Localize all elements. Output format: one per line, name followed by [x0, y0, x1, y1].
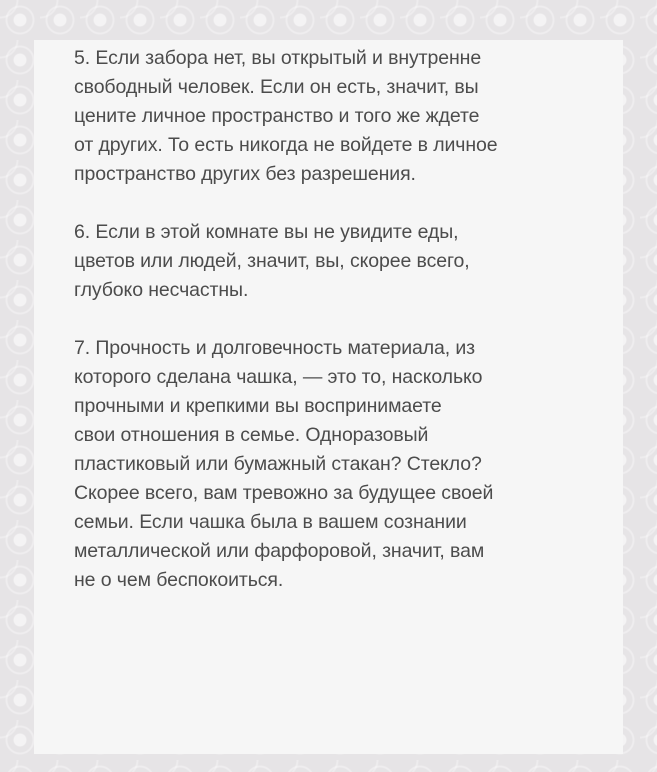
text-line: металлической или фарфоровой, значит, вам — [74, 540, 485, 562]
text-line: 6. Если в этой комнате вы не увидите еды, — [74, 221, 459, 243]
text-line: Скорее всего, вам тревожно за будущее своей — [74, 482, 494, 504]
text-line: 5. Если забора нет, вы открытый и внутренне — [74, 47, 482, 69]
paragraph-gap — [74, 305, 603, 334]
text-line: цените личное пространство и того же ждете — [74, 105, 480, 127]
text-line: семьи. Если чашка была в вашем сознании — [74, 511, 467, 533]
paragraph-5 — [74, 44, 603, 189]
text-card — [34, 40, 623, 754]
paragraph-7 — [74, 334, 603, 595]
text-line: прочными и крепкими вы воспринимаете — [74, 395, 442, 417]
text-line: пластиковый или бумажный стакан? Стекло? — [74, 453, 482, 475]
text-line: цветов или людей, значит, вы, скорее всего, — [74, 250, 470, 272]
paragraph-6 — [74, 218, 603, 305]
text-line: пространство других без разрешения. — [74, 163, 416, 185]
text-line: свободный человек. Если он есть, значит, вы — [74, 76, 479, 98]
text-line: не о чем беспокоиться. — [74, 569, 284, 591]
paragraph-gap — [74, 189, 603, 218]
text-line: 7. Прочность и долговечность материала, из — [74, 337, 476, 359]
text-line: от других. То есть никогда не войдете в личное — [74, 134, 498, 156]
text-line: глубоко несчастны. — [74, 279, 249, 301]
text-line: свои отношения в семье. Одноразовый — [74, 424, 429, 446]
text-line: которого сделана чашка, — это то, насколько — [74, 366, 483, 388]
